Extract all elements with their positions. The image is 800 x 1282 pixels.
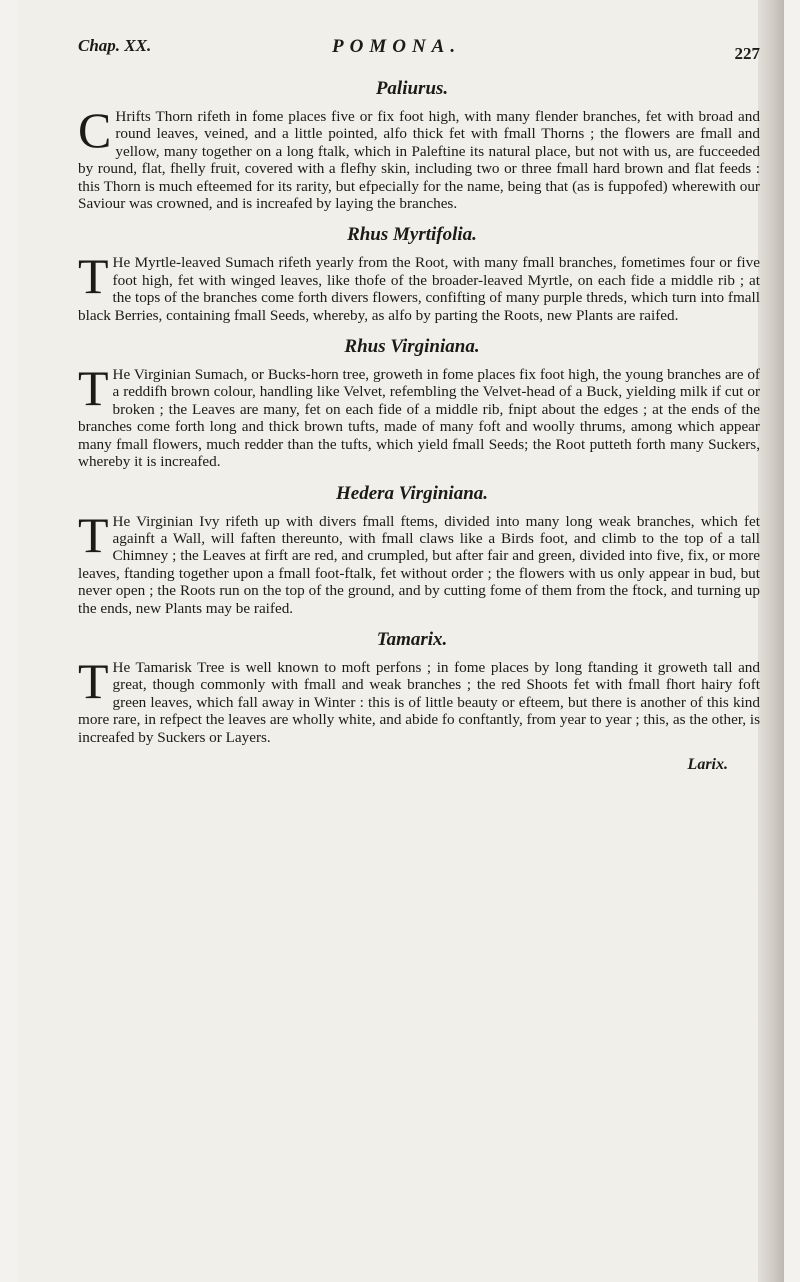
drop-initial: T bbox=[78, 248, 109, 305]
drop-initial: T bbox=[78, 360, 109, 417]
paragraph-text: He Tamarisk Tree is well known to moft perfons ; in fome places by long ftanding it groweth tall and great, though commonly with fmall and weak branches ; the red Shoots fet with fmall fhort hairy foft green leaves, which fall away in Winter : this is of little beauty or efteem, but there is another of this kind more rare, in refpect the leaves are wholly white, and abide fo conftantly, from year to year ; this, as the other, is increafed by Suckers or Layers. bbox=[78, 658, 761, 746]
section-hedera-virginiana bbox=[56, 483, 768, 617]
section-heading: Paliurus. bbox=[375, 78, 449, 99]
paragraph-text: He Myrtle-leaved Sumach rifeth yearly from the Root, with many fmall branches, fometimes four or five foot high, fet with winged leaves, like thofe of the broader-leaved Myrtle, on each fide a middle rib ; at the tops of the branches come forth divers flowers, confifting of many purple threds, which turn into fmall black Berries, containing fmall Seeds, whereby, as alfo by parting the Roots, new Plants are raifed. bbox=[78, 254, 760, 324]
catchword-row bbox=[56, 752, 768, 782]
drop-initial: C bbox=[78, 102, 112, 158]
section-heading: Tamarix. bbox=[376, 628, 448, 650]
drop-initial: T bbox=[78, 652, 109, 709]
section-paliurus bbox=[56, 78, 768, 212]
page-number: 227 bbox=[734, 44, 760, 63]
section-heading: Hedera Virginiana. bbox=[335, 482, 489, 504]
paragraph-text: Hrifts Thorn rifeth in fome places five or fix foot high, with many flender branches, fet with broad and round leaves, veined, and a little pointed, alfo thick fet with fmall Thorns ; the flowers are fmall and yellow, many together on a long ftalk, which in Paleftine its natural place, but not with us, are fucceeded by round, flat, fhelly fruit, covered with a flefhy skin, including two or three fmall hard brown and flat feeds : this Thorn is much efteemed for its rarity, but efpecially for the name, being that (as is fuppofed) wherewith our Saviour was crowned, and is increafed by laying the branches. bbox=[78, 108, 760, 213]
section-rhus-virginiana bbox=[56, 336, 768, 470]
chapter-label: Chap. XX. bbox=[78, 36, 152, 55]
paragraph-text: He Virginian Sumach, or Bucks-horn tree, groweth in fome places fix foot high, the young branches are of a reddifh brown colour, handling like Velvet, refembling the Velvet-head of a Buck, yielding milk if cut or broken ; the Leaves are many, fet on each fide of a middle rib, fnipt about the edges ; at the ends of the branches come forth long and thick brown tufts, made of many foft and woolly thrums, among which appear many fmall flowers, much redder than the tufts, which yield fmall Seeds; the Root putteth forth many Suckers, whereby it is increafed. bbox=[78, 366, 760, 471]
book-title: POMONA. bbox=[332, 36, 462, 57]
section-heading: Rhus Myrtifolia. bbox=[347, 224, 477, 246]
section-heading: Rhus Virginiana. bbox=[344, 336, 480, 358]
section-paragraph bbox=[78, 248, 760, 324]
drop-initial: T bbox=[78, 506, 109, 563]
section-paragraph bbox=[78, 360, 760, 471]
section-tamarix bbox=[56, 629, 768, 746]
section-paragraph bbox=[78, 506, 760, 617]
section-paragraph bbox=[78, 102, 760, 213]
catchword: Larix. bbox=[687, 755, 728, 773]
section-paragraph bbox=[78, 652, 761, 746]
book-page bbox=[18, 0, 784, 1282]
running-head bbox=[56, 36, 768, 66]
section-rhus-myrtifolia bbox=[56, 224, 768, 324]
paragraph-text: He Virginian Ivy rifeth up with divers fmall ftems, divided into many long weak branches, which fet againft a Wall, will faften thereunto, with fmall claws like a Birds foot, and climb to the top of a tall Chimney ; the Leaves at firft are red, and crumpled, but after fair and green, divided into five, fix, or more leaves, ftanding together upon a fmall foot-ftalk, fet without order ; the flowers with us only appear in bud, but never open ; the Roots run on the top of the ground, and by cutting fome of them from the ftock, and turning up the ends, new Plants may be raifed. bbox=[78, 512, 760, 617]
page-content bbox=[56, 36, 768, 782]
